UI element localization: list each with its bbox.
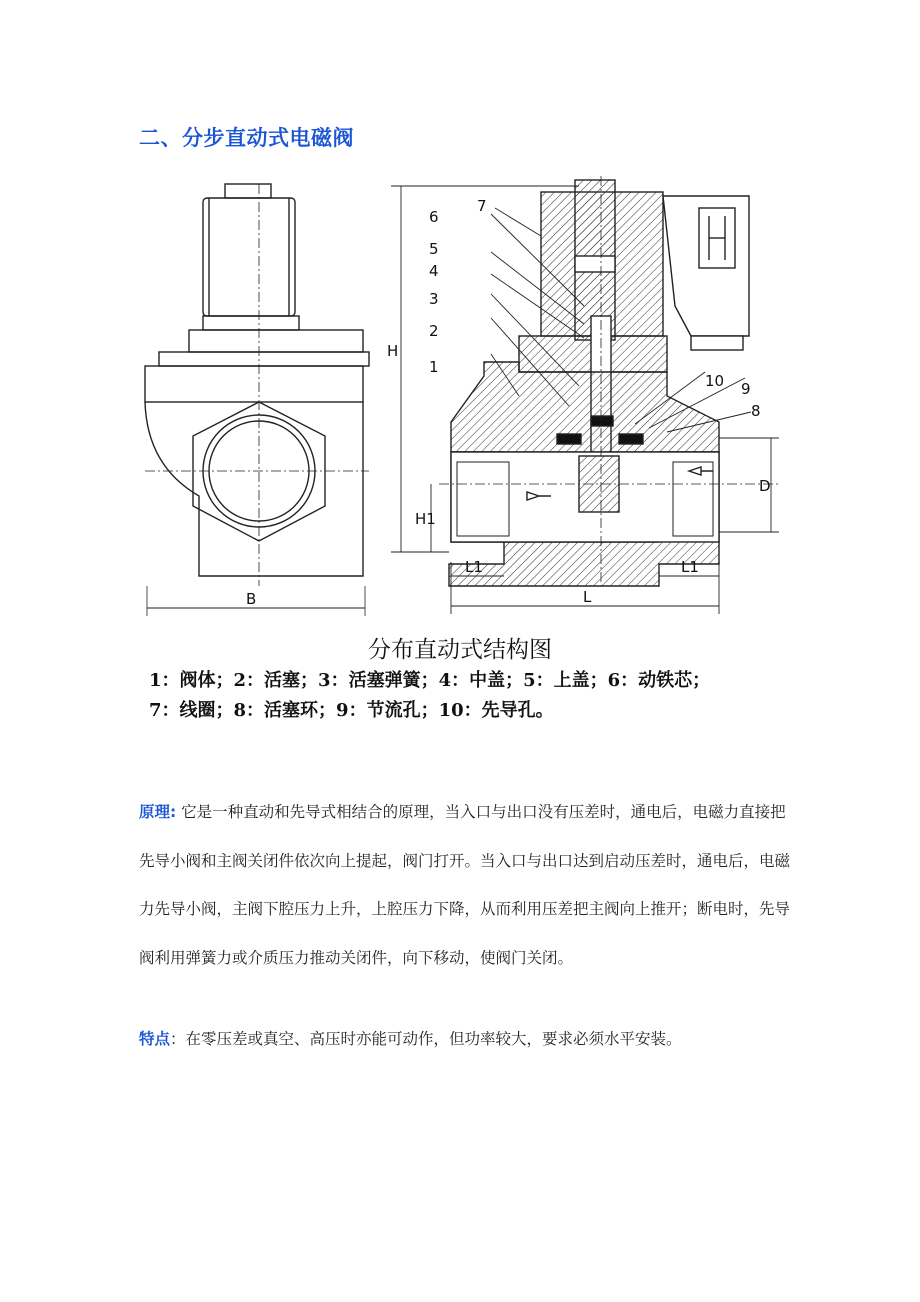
dimension-l1-right-label: L1 — [681, 558, 699, 576]
section-view — [439, 176, 779, 586]
principle-label: 原理: — [139, 803, 177, 821]
side-view — [145, 184, 369, 616]
dimension-l-label: L — [583, 588, 592, 606]
features-paragraph — [139, 1015, 791, 1064]
dimension-d-label: D — [759, 477, 771, 495]
callout-10: 10 — [705, 372, 725, 390]
dimension-h-label: H — [387, 342, 399, 360]
section-heading: 二、分步直动式电磁阀 — [139, 126, 354, 150]
callout-8: 8 — [751, 402, 761, 420]
callout-2: 2 — [429, 322, 439, 340]
figure-title: 分布直动式结构图 — [368, 637, 552, 663]
callout-4: 4 — [429, 262, 439, 280]
dimension-h1-label: H1 — [415, 510, 436, 528]
callout-9: 9 — [741, 380, 751, 398]
solenoid-valve-structure-figure — [139, 166, 781, 736]
figure-legend-line-1: 1：阀体；2：活塞；3：活塞弹簧；4：中盖；5：上盖；6：动铁芯； — [149, 670, 711, 691]
principle-paragraph — [139, 788, 791, 982]
figure-legend-line-2: 7：线圈；8：活塞环；9：节流孔；10：先导孔。 — [149, 700, 554, 721]
callout-5: 5 — [429, 240, 439, 258]
features-label: 特点 — [139, 1030, 171, 1048]
callout-1: 1 — [429, 358, 439, 376]
valve-drawing — [139, 166, 781, 636]
dimension-l1-left-label: L1 — [465, 558, 483, 576]
callout-6: 6 — [429, 208, 439, 226]
callout-7: 7 — [477, 197, 487, 215]
features-text: ：在零压差或真空、高压时亦能可动作，但功率较大，要求必须水平安装。 — [170, 1030, 682, 1048]
principle-text: 它是一种直动和先导式相结合的原理，当入口与出口没有压差时，通电后，电磁力直接把先导小阀和主阀关闭件依次向上提起，阀门打开。当入口与出口达到启动压差时，通电后，电磁力先导小阀，主阀下腔压力上升，上腔压力下降，从而利用压差把主阀向上推开；断电时，先导阀利用弹簧力或介质压力推动关闭件，向下移动，使阀门关闭。 — [139, 803, 791, 967]
callout-3: 3 — [429, 290, 439, 308]
dimension-b-label: B — [246, 590, 257, 608]
